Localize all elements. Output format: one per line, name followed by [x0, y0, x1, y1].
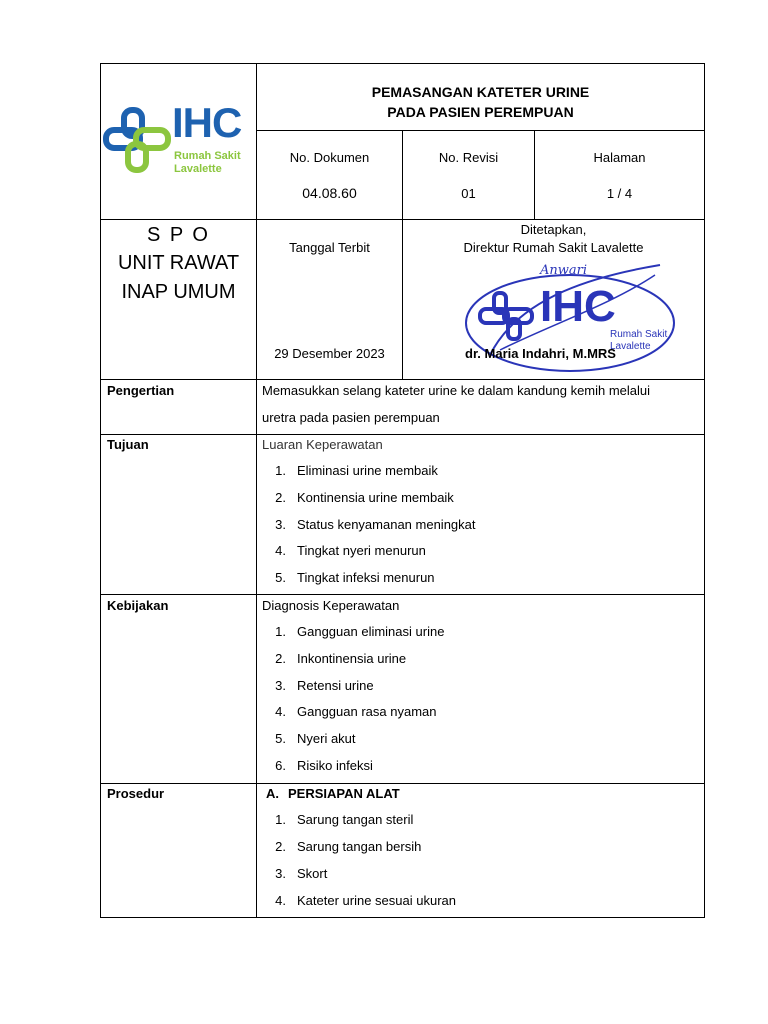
pengertian-line1: Memasukkan selang kateter urine ke dalam kandung kemih melalui [262, 383, 651, 398]
list-item: 5. Nyeri akut [275, 731, 356, 746]
list-item: 4. Gangguan rasa nyaman [275, 704, 437, 719]
grid-line [534, 130, 535, 220]
grid-line [100, 917, 705, 918]
stamp-line2: Lavalette [610, 341, 651, 352]
issue-date-value: 29 Desember 2023 [274, 346, 385, 361]
hospital-logo [102, 100, 254, 180]
list-item: 2. Sarung tangan bersih [275, 839, 422, 854]
logo-brand: IHC [172, 99, 242, 146]
stamp-line1: Rumah Sakit [610, 329, 668, 340]
page-label: Halaman [593, 150, 646, 165]
section-label-kebijakan: Kebijakan [107, 598, 169, 613]
doc-number-label: No. Dokumen [289, 150, 370, 165]
grid-line [100, 63, 705, 64]
list-item: 3. Retensi urine [275, 678, 374, 693]
tujuan-subheading: Luaran Keperawatan [262, 437, 383, 452]
doc-title-line2: PADA PASIEN PEREMPUAN [387, 104, 574, 120]
list-item: 1. Eliminasi urine membaik [275, 463, 438, 478]
grid-line [100, 63, 101, 918]
grid-line [100, 783, 705, 784]
grid-line [100, 594, 705, 595]
signer-name: dr. Maria Indahri, M.MRS [465, 346, 616, 361]
issue-date-label: Tanggal Terbit [289, 240, 370, 255]
pengertian-line2: uretra pada pasien perempuan [262, 410, 440, 425]
spo-unit-line2: INAP UMUM [121, 281, 236, 303]
page-value: 1 / 4 [606, 186, 633, 201]
list-item: 2. Inkontinensia urine [275, 651, 407, 666]
list-item: 3. Skort [275, 866, 328, 881]
list-item: 2. Kontinensia urine membaik [275, 490, 454, 505]
list-item: 4. Kateter urine sesuai ukuran [275, 893, 456, 908]
revision-value: 01 [461, 186, 476, 201]
doc-title-line1: PEMASANGAN KATETER URINE [371, 84, 590, 100]
director-label: Direktur Rumah Sakit Lavalette [463, 240, 644, 255]
prosedur-subheading: A. PERSIAPAN ALAT [266, 786, 400, 801]
list-item: 1. Gangguan eliminasi urine [275, 624, 445, 639]
spo-unit-line1: UNIT RAWAT [117, 252, 240, 274]
logo-mark-icon [102, 104, 172, 176]
approved-label: Ditetapkan, [520, 222, 587, 237]
revision-label: No. Revisi [438, 150, 499, 165]
spo-heading: S P O [147, 224, 210, 246]
list-item: 6. Risiko infeksi [275, 758, 373, 773]
section-label-prosedur: Prosedur [107, 786, 165, 801]
list-item: 1. Sarung tangan steril [275, 812, 414, 827]
doc-number-value: 04.08.60 [302, 185, 357, 201]
list-item: 3. Status kenyamanan meningkat [275, 517, 476, 532]
grid-line [100, 434, 705, 435]
logo-line1: Rumah Sakit [174, 150, 241, 162]
section-label-tujuan: Tujuan [107, 437, 149, 452]
grid-line [704, 63, 705, 918]
kebijakan-subheading: Diagnosis Keperawatan [262, 598, 400, 613]
section-label-pengertian: Pengertian [107, 383, 175, 398]
stamp-signature: Anwari [540, 263, 588, 278]
logo-line2: Lavalette [174, 163, 222, 175]
stamp-brand: IHC [540, 282, 616, 331]
list-item: 5. Tingkat infeksi menurun [275, 570, 435, 585]
list-item: 4. Tingkat nyeri menurun [275, 543, 426, 558]
grid-line [402, 130, 403, 220]
grid-line [256, 130, 705, 131]
